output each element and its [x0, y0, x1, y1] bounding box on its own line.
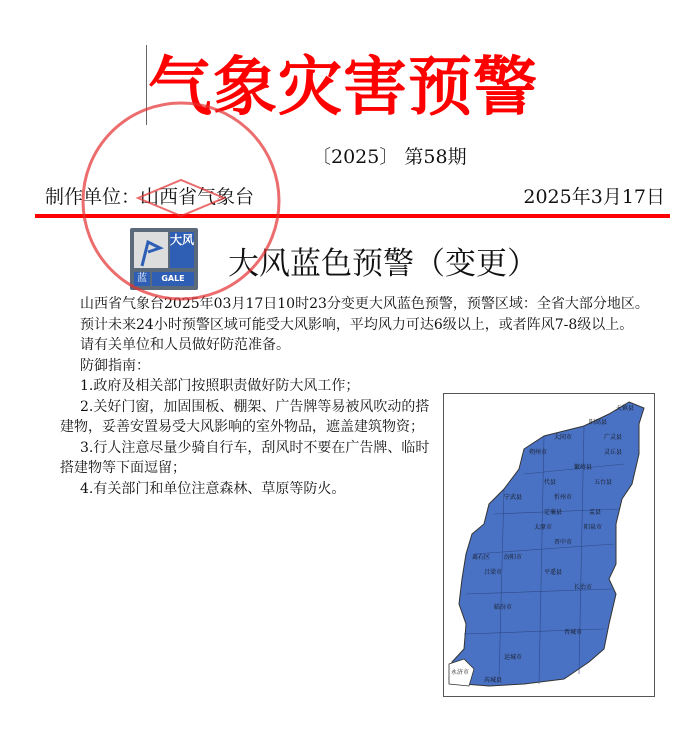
county-label: 朔州市: [529, 449, 548, 456]
guide-heading: 防御指南：: [80, 357, 150, 374]
icon-gale-label: GALE: [152, 272, 194, 286]
wind-flag-icon: [134, 232, 168, 268]
county-label: 定襄县: [544, 509, 563, 516]
county-label: 灵丘县: [604, 449, 623, 456]
issue-number: 〔2025〕 第58期: [312, 146, 467, 168]
issue-date: 2025年3月17日: [523, 186, 665, 208]
county-label: 宁武县: [504, 494, 523, 501]
county-label: 晋城市: [564, 629, 583, 636]
guide-item: 2.关好门窗，加固围板、棚架、广告牌等易被风吹动的搭建物，妥善安置易受大风影响的室外物品，遮盖建筑物资；: [60, 398, 430, 435]
county-label: 繁峙县: [574, 464, 593, 471]
county-label: 广灵县: [604, 434, 623, 441]
paragraph-prepare: 请有关单位和人员做好防范准备。: [80, 337, 290, 353]
county-label: 忻州市: [554, 494, 573, 501]
producer: 制作单位：山西省气象台: [45, 186, 255, 208]
county-label: 运城市: [504, 654, 523, 661]
red-divider: [35, 214, 670, 218]
paragraph-forecast: 预计未来24小时预警区域可能受大风影响，平均风力可达6级以上，或者阵风7-8级以上。: [80, 316, 634, 333]
paragraph-issue: 山西省气象台2025年03月17日10时23分变更大风蓝色预警，预警区域：全省大部分地区。: [80, 296, 649, 312]
county-label: 五台县: [594, 479, 613, 486]
county-label: 盂县: [589, 509, 602, 516]
text-cursor: [146, 45, 147, 125]
warning-area-map: [443, 393, 655, 697]
guide-item: 4.有关部门和单位注意森林、草原等防火。: [80, 480, 346, 497]
guide-item: 1.政府及相关部门按照职责做好防大风工作；: [80, 378, 360, 394]
county-label: 芮城县: [484, 677, 503, 684]
guide-item: 3.行人注意尽量少骑自行车，刮风时不要在广告牌、临时搭建物等下面逗留；: [60, 439, 430, 476]
shanxi-map: [444, 394, 654, 696]
document-title: 气象灾害预警: [148, 51, 538, 125]
county-label: 阳高县: [589, 419, 608, 426]
icon-level-label: 蓝: [134, 272, 150, 286]
county-label: 离石区: [472, 554, 491, 561]
county-label: 代县: [544, 479, 557, 486]
county-label: 天镇县: [616, 405, 635, 412]
county-label: 阳泉市: [584, 524, 603, 531]
gale-blue-warning-icon: [130, 228, 198, 290]
warning-heading: 大风蓝色预警（变更）: [228, 246, 538, 282]
county-label: 汾阳市: [504, 554, 523, 561]
county-label: 临汾市: [494, 604, 513, 611]
county-label: 长治市: [574, 584, 593, 591]
county-label: 大同市: [554, 434, 573, 441]
county-label: 永济市: [451, 669, 470, 676]
county-label: 晋中市: [554, 539, 573, 546]
county-label: 平遥县: [544, 569, 563, 576]
icon-top-label: 大风: [170, 232, 194, 268]
county-label: 太原市: [534, 524, 553, 531]
county-label: 吕梁市: [484, 569, 503, 576]
